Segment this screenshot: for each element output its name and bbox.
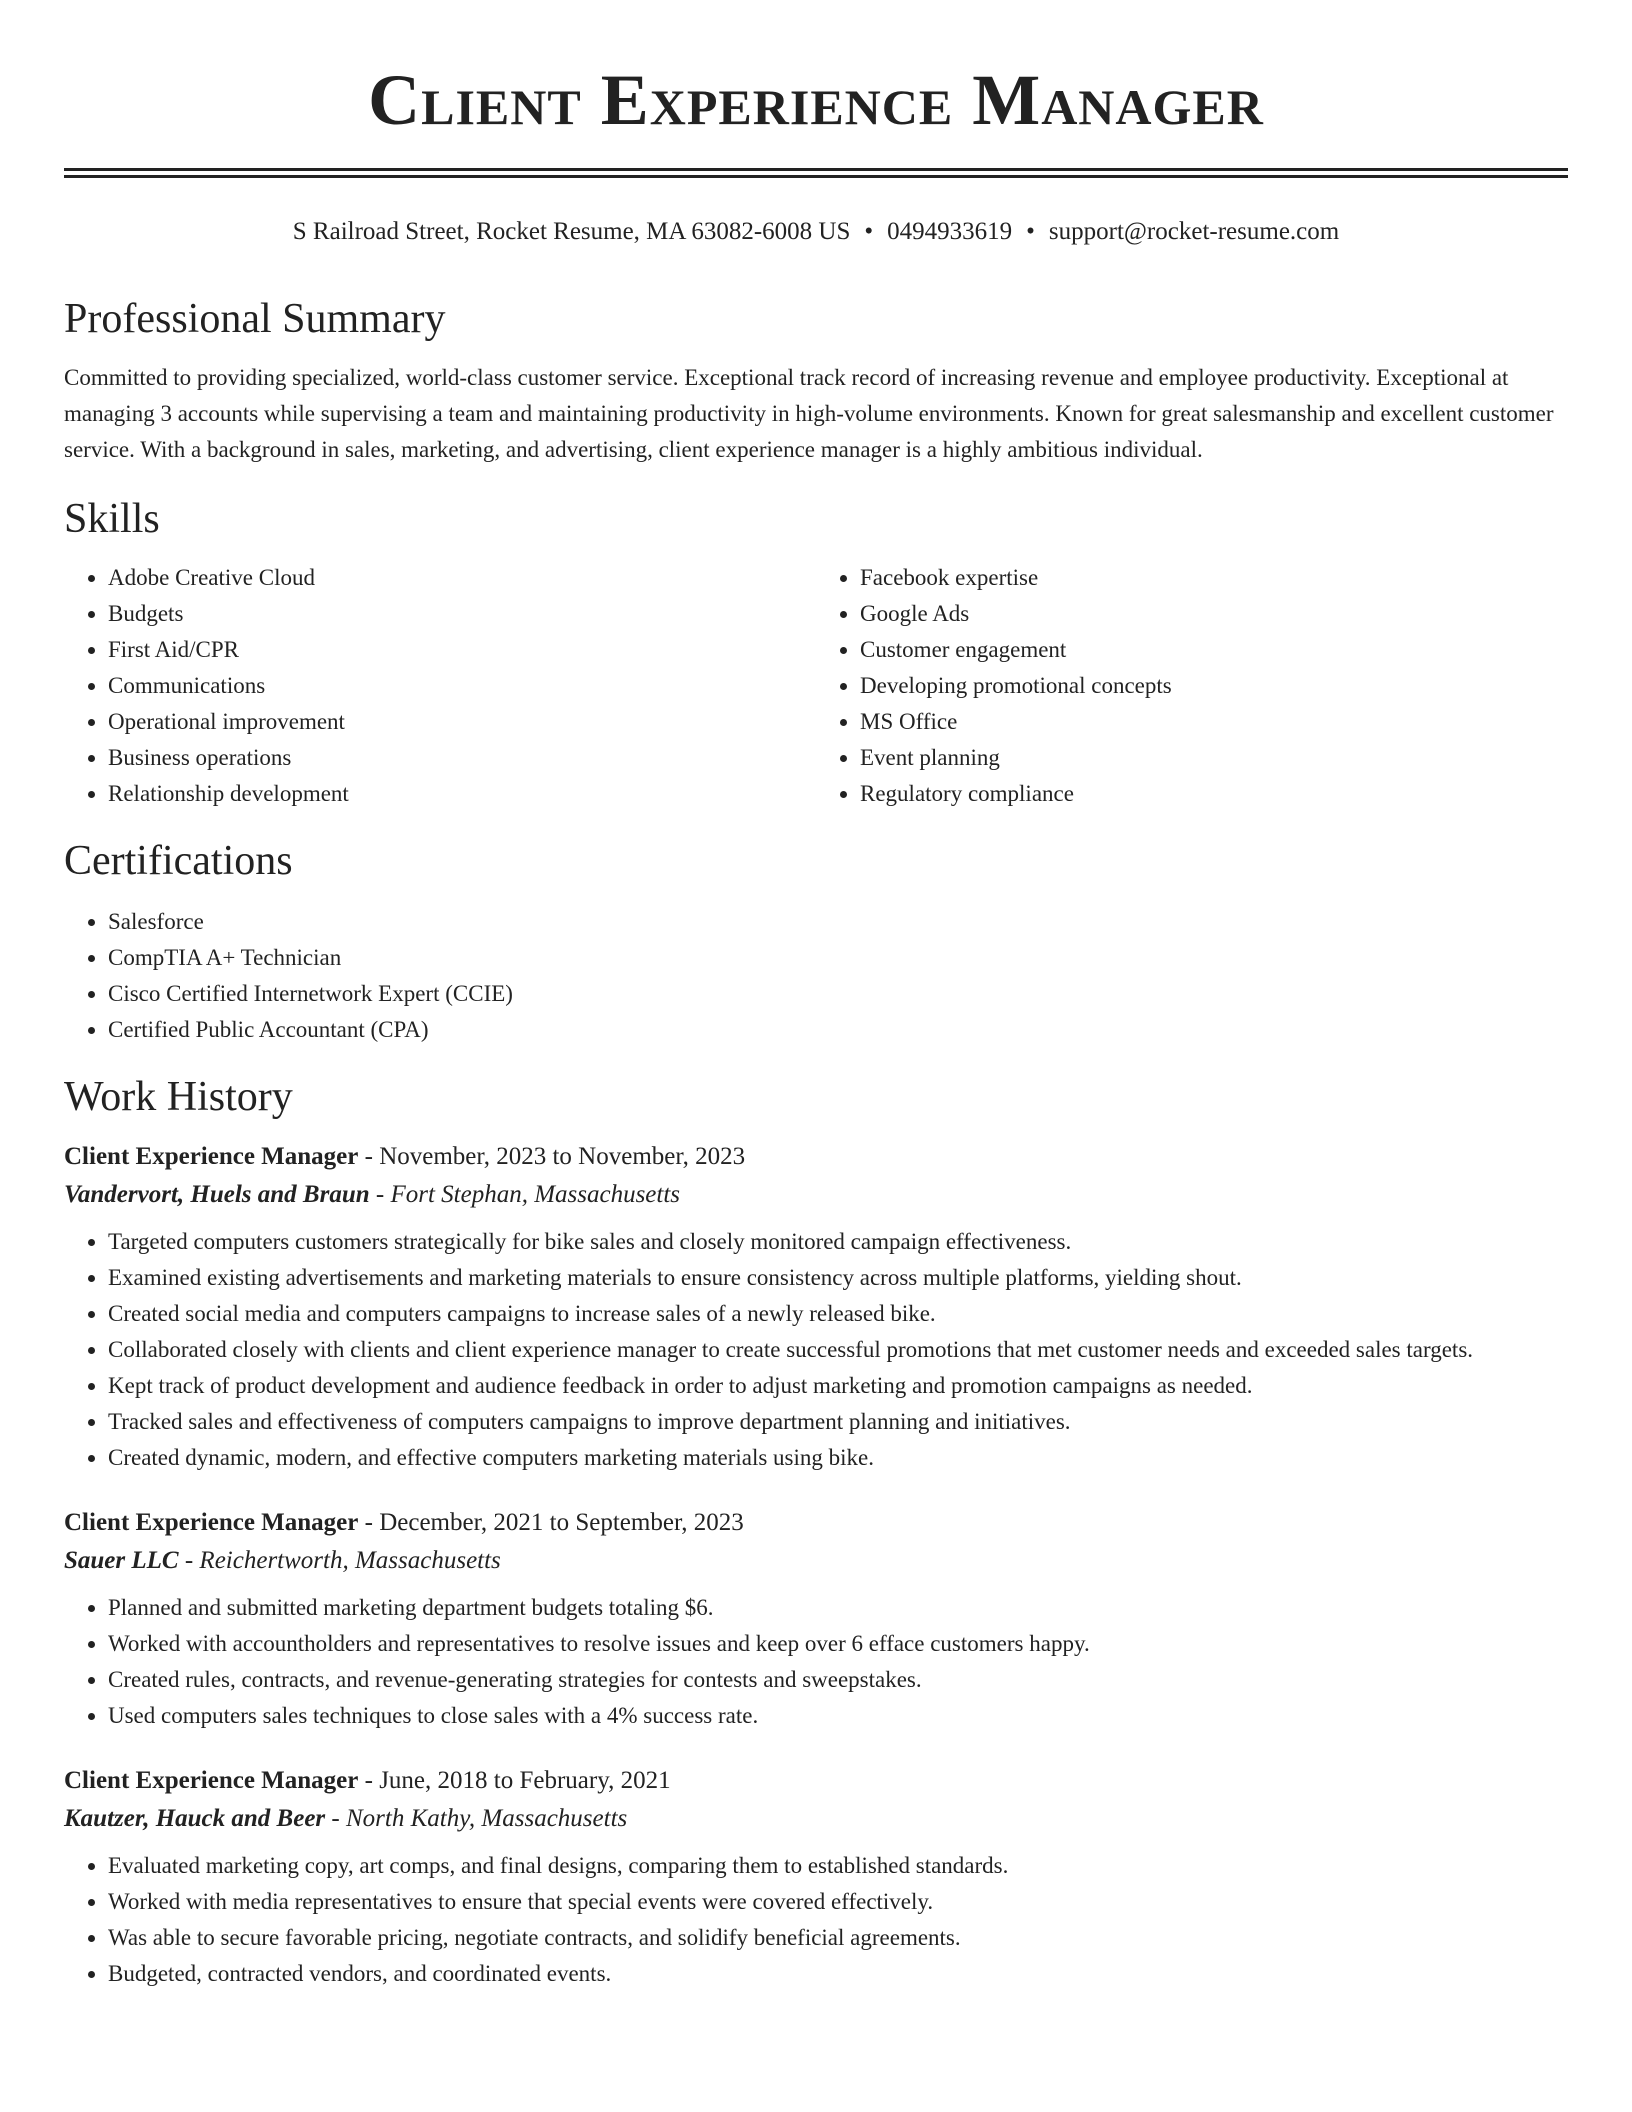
job-location: - Fort Stephan, Massachusetts bbox=[369, 1181, 681, 1208]
job-bullet: • Created rules, contracts, and revenue-generating strategies for contests and sweepstakes. bbox=[108, 1662, 1568, 1698]
skill-item: • Event planning bbox=[860, 740, 1568, 776]
job-company-line bbox=[64, 1800, 1568, 1838]
job-bullet: • Collaborated closely with clients and client experience manager to create successful promotions that met customer needs and exceeded sales targets. bbox=[108, 1332, 1568, 1368]
job-company: Kautzer, Hauck and Beer bbox=[64, 1805, 326, 1832]
job-location: - North Kathy, Massachusetts bbox=[325, 1805, 628, 1832]
work-history-heading: Work History bbox=[64, 1074, 293, 1120]
job-title: Client Experience Manager bbox=[64, 1509, 359, 1536]
job-bullet: • Created dynamic, modern, and effective computers marketing materials using bike. bbox=[108, 1440, 1568, 1476]
contact-separator: • bbox=[864, 218, 874, 245]
skill-item: • Operational improvement bbox=[108, 704, 816, 740]
skills-list-right bbox=[816, 560, 1568, 812]
job-title-line bbox=[64, 1762, 1568, 1800]
job-entry bbox=[64, 1762, 1568, 1992]
job-dates: - November, 2023 to November, 2023 bbox=[358, 1143, 746, 1170]
section-spacer bbox=[64, 468, 1568, 490]
skills-section bbox=[64, 490, 1568, 812]
job-company: Sauer LLC bbox=[64, 1547, 179, 1574]
job-bullet: • Kept track of product development and audience feedback in order to adjust marketing and promotion campaigns as needed. bbox=[108, 1368, 1568, 1404]
contact-phone: 0494933619 bbox=[887, 218, 1013, 245]
job-company-line bbox=[64, 1176, 1568, 1214]
skills-heading: Skills bbox=[64, 496, 160, 542]
certification-item: • Certified Public Accountant (CPA) bbox=[108, 1012, 1568, 1048]
skill-item: • Developing promotional concepts bbox=[860, 668, 1568, 704]
job-bullet: • Created social media and computers campaigns to increase sales of a newly released bike. bbox=[108, 1296, 1568, 1332]
job-company: Vandervort, Huels and Braun bbox=[64, 1181, 370, 1208]
resume-body bbox=[64, 290, 1568, 1992]
contact-line bbox=[64, 214, 1568, 250]
job-bullet: • Tracked sales and effectiveness of computers campaigns to improve department planning and initiatives. bbox=[108, 1404, 1568, 1440]
contact-email: support@rocket-resume.com bbox=[1048, 218, 1340, 245]
section-spacer bbox=[64, 812, 1568, 832]
job-bullet: • Budgeted, contracted vendors, and coordinated events. bbox=[108, 1956, 1568, 1992]
job-bullets bbox=[64, 1224, 1568, 1476]
skill-item: • Adobe Creative Cloud bbox=[108, 560, 816, 596]
job-bullet: • Examined existing advertisements and marketing materials to ensure consistency across multiple platforms, yielding shout. bbox=[108, 1260, 1568, 1296]
summary-section bbox=[64, 290, 1568, 468]
certification-item: • Salesforce bbox=[108, 904, 1568, 940]
job-title: Client Experience Manager bbox=[64, 1143, 359, 1170]
skill-item: • Customer engagement bbox=[860, 632, 1568, 668]
job-bullet: • Evaluated marketing copy, art comps, and final designs, comparing them to established standards. bbox=[108, 1848, 1568, 1884]
job-bullet: • Was able to secure favorable pricing, negotiate contracts, and solidify beneficial agreements. bbox=[108, 1920, 1568, 1956]
candidate-title: Client Experience Manager bbox=[368, 60, 1264, 140]
job-title-line bbox=[64, 1504, 1568, 1542]
skill-item: • Budgets bbox=[108, 596, 816, 632]
job-entry bbox=[64, 1504, 1568, 1734]
job-location: - Reichertworth, Massachusetts bbox=[178, 1547, 501, 1574]
header-divider-bottom bbox=[64, 175, 1568, 178]
job-title: Client Experience Manager bbox=[64, 1767, 359, 1794]
job-bullets bbox=[64, 1848, 1568, 1992]
skill-item: • Regulatory compliance bbox=[860, 776, 1568, 812]
skill-item: • Facebook expertise bbox=[860, 560, 1568, 596]
certification-item: • Cisco Certified Internetwork Expert (CCIE) bbox=[108, 976, 1568, 1012]
skill-item: • MS Office bbox=[860, 704, 1568, 740]
contact-address: S Railroad Street, Rocket Resume, MA 63082-6008 US bbox=[292, 218, 851, 245]
skill-item: • Communications bbox=[108, 668, 816, 704]
skill-item: • Business operations bbox=[108, 740, 816, 776]
job-dates: - December, 2021 to September, 2023 bbox=[358, 1509, 744, 1536]
job-bullets bbox=[64, 1590, 1568, 1734]
header-divider-top bbox=[64, 168, 1568, 171]
summary-heading: Professional Summary bbox=[64, 296, 446, 342]
job-bullet: • Used computers sales techniques to close sales with a 4% success rate. bbox=[108, 1698, 1568, 1734]
certifications-list bbox=[64, 904, 1568, 1048]
job-bullet: • Planned and submitted marketing department budgets totaling $6. bbox=[108, 1590, 1568, 1626]
contact-separator: • bbox=[1026, 218, 1035, 245]
job-bullet: • Worked with media representatives to ensure that special events were covered effectively. bbox=[108, 1884, 1568, 1920]
job-bullet: • Worked with accountholders and representatives to resolve issues and keep over 6 efface customers happy. bbox=[108, 1626, 1568, 1662]
certification-item: • CompTIA A+ Technician bbox=[108, 940, 1568, 976]
certifications-heading: Certifications bbox=[64, 838, 293, 884]
job-title-line bbox=[64, 1138, 1568, 1176]
job-company-line bbox=[64, 1542, 1568, 1580]
job-bullet: • Targeted computers customers strategically for bike sales and closely monitored campaign effectiveness. bbox=[108, 1224, 1568, 1260]
work-history-section bbox=[64, 1068, 1568, 1992]
skill-item: • Relationship development bbox=[108, 776, 816, 812]
job-entry bbox=[64, 1138, 1568, 1476]
skill-item: • First Aid/CPR bbox=[108, 632, 816, 668]
section-spacer bbox=[64, 1048, 1568, 1068]
summary-text: Committed to providing specialized, world-class customer service. Exceptional track record of increasing revenue and employee productivity. Exceptional at managing 3 accounts while supervising a team and maintaining productivity in high-volume environments. Known for great salesmanship and excellent customer service. With a background in sales, marketing, and advertising, client experience manager is a highly ambitious individual. bbox=[64, 365, 1554, 462]
skill-item: • Google Ads bbox=[860, 596, 1568, 632]
job-dates: - June, 2018 to February, 2021 bbox=[358, 1767, 671, 1794]
skills-list-left bbox=[64, 560, 816, 812]
certifications-section bbox=[64, 832, 1568, 1048]
skills-columns bbox=[64, 560, 1568, 812]
